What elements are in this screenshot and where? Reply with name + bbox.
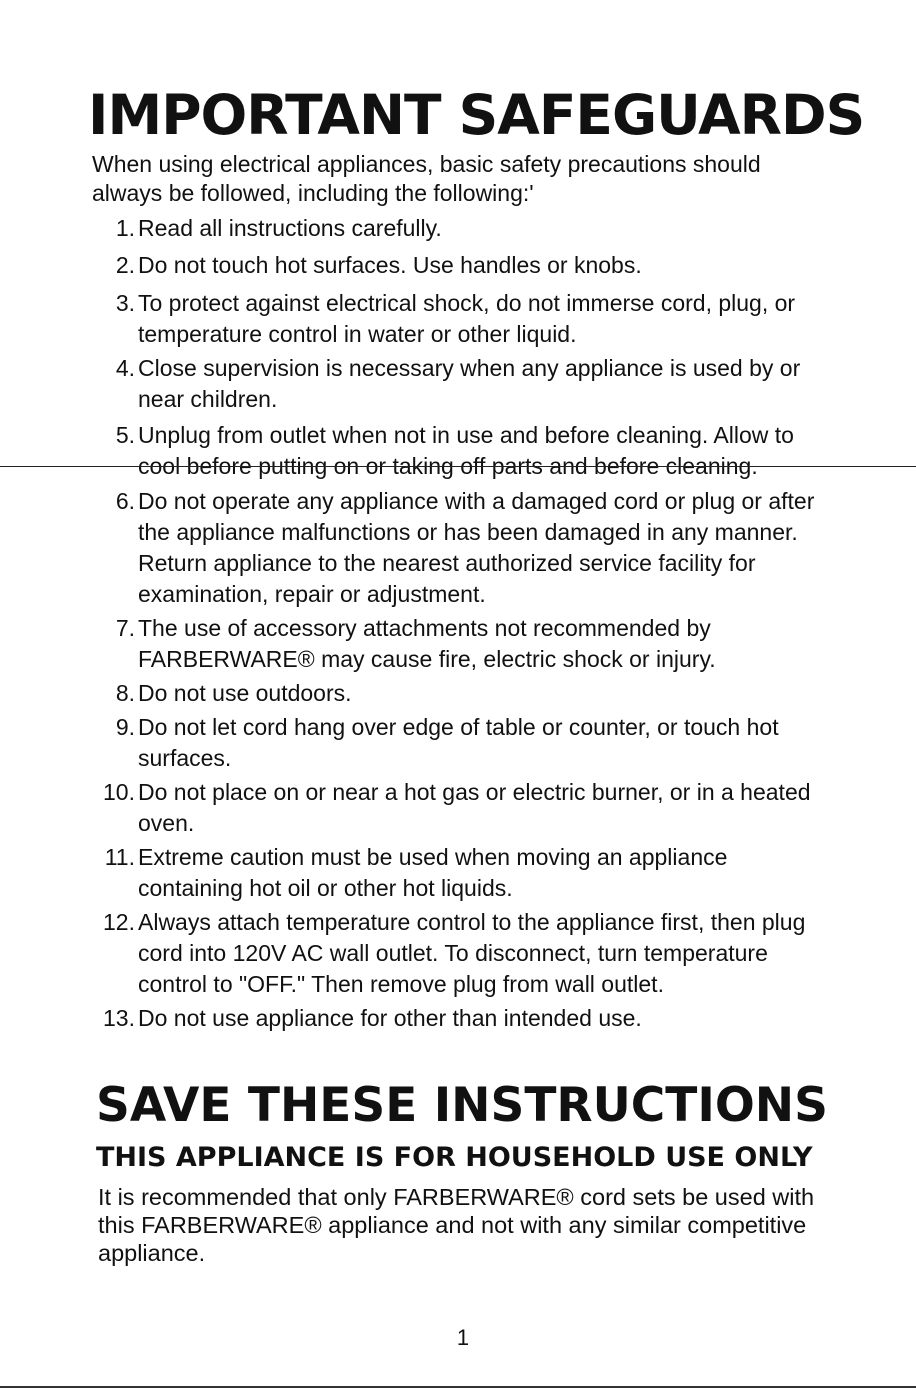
save-instructions-heading: SAVE THESE INSTRUCTIONS [96, 1078, 828, 1133]
item-text: Do not touch hot surfaces. Use handles or knobs. [138, 252, 642, 278]
item-number: 7. [115, 615, 135, 641]
item-text: Unplug from outlet when not in use and before cleaning. Allow to cool before putting on or taking off parts and before cleaning. [138, 422, 794, 479]
item-text: Do not let cord hang over edge of table or counter, or touch hot surfaces. [138, 714, 779, 771]
list-item [90, 712, 830, 774]
list-item [90, 420, 830, 482]
page-title: IMPORTANT SAFEGUARDS [88, 83, 865, 147]
list-item [90, 907, 830, 1000]
list-item [90, 486, 830, 610]
item-text: Extreme caution must be used when moving an appliance containing hot oil or other hot liquids. [138, 844, 728, 901]
list-item [90, 678, 830, 709]
horizontal-rule [0, 466, 916, 467]
intro-paragraph: When using electrical appliances, basic safety precautions should always be followed, including the following:' [92, 151, 761, 206]
list-item [90, 777, 830, 839]
item-number: 9. [115, 714, 135, 740]
list-item [90, 613, 830, 675]
item-text: Always attach temperature control to the appliance first, then plug cord into 120V AC wall outlet. To disconnect, turn temperature control to "OFF." Then remove plug from wall outlet. [138, 909, 806, 997]
list-item [90, 353, 830, 415]
list-item [90, 288, 830, 350]
item-number: 6. [115, 488, 135, 514]
item-number: 13. [103, 1005, 135, 1031]
list-item [90, 213, 830, 244]
list-item [90, 1003, 830, 1034]
item-number: 8. [115, 680, 135, 706]
item-text: Do not place on or near a hot gas or electric burner, or in a heated oven. [138, 779, 811, 836]
item-number: 12. [103, 909, 135, 935]
item-number: 4. [115, 355, 135, 381]
item-number: 5. [115, 422, 135, 448]
bottom-rule [0, 1386, 916, 1388]
item-text: The use of accessory attachments not recommended by FARBERWARE® may cause fire, electric shock or injury. [138, 615, 716, 672]
item-number: 11. [104, 844, 135, 870]
list-item [90, 842, 830, 904]
item-text: To protect against electrical shock, do not immerse cord, plug, or temperature control in water or other liquid. [138, 290, 796, 347]
list-item [90, 250, 830, 281]
item-text: Close supervision is necessary when any appliance is used by or near children. [138, 355, 801, 412]
item-text: Read all instructions carefully. [138, 215, 442, 241]
item-number: 10. [103, 779, 135, 805]
item-number: 1. [115, 215, 135, 241]
household-use-heading: THIS APPLIANCE IS FOR HOUSEHOLD USE ONLY [96, 1142, 813, 1173]
page-number: 1 [456, 1325, 470, 1350]
item-text: Do not use outdoors. [138, 680, 352, 706]
item-text: Do not operate any appliance with a damaged cord or plug or after the appliance malfunctions or has been damaged in any manner. Return appliance to the nearest authorized service facility for examination, repair or adjustment. [138, 488, 815, 607]
item-text: Do not use appliance for other than intended use. [138, 1005, 642, 1031]
safeguards-list [90, 213, 830, 1034]
item-number: 2. [115, 252, 135, 278]
item-number: 3. [115, 290, 135, 316]
cord-set-note: It is recommended that only FARBERWARE® cord sets be used with this FARBERWARE® appliance and not with any similar competitive appliance. [98, 1184, 815, 1266]
